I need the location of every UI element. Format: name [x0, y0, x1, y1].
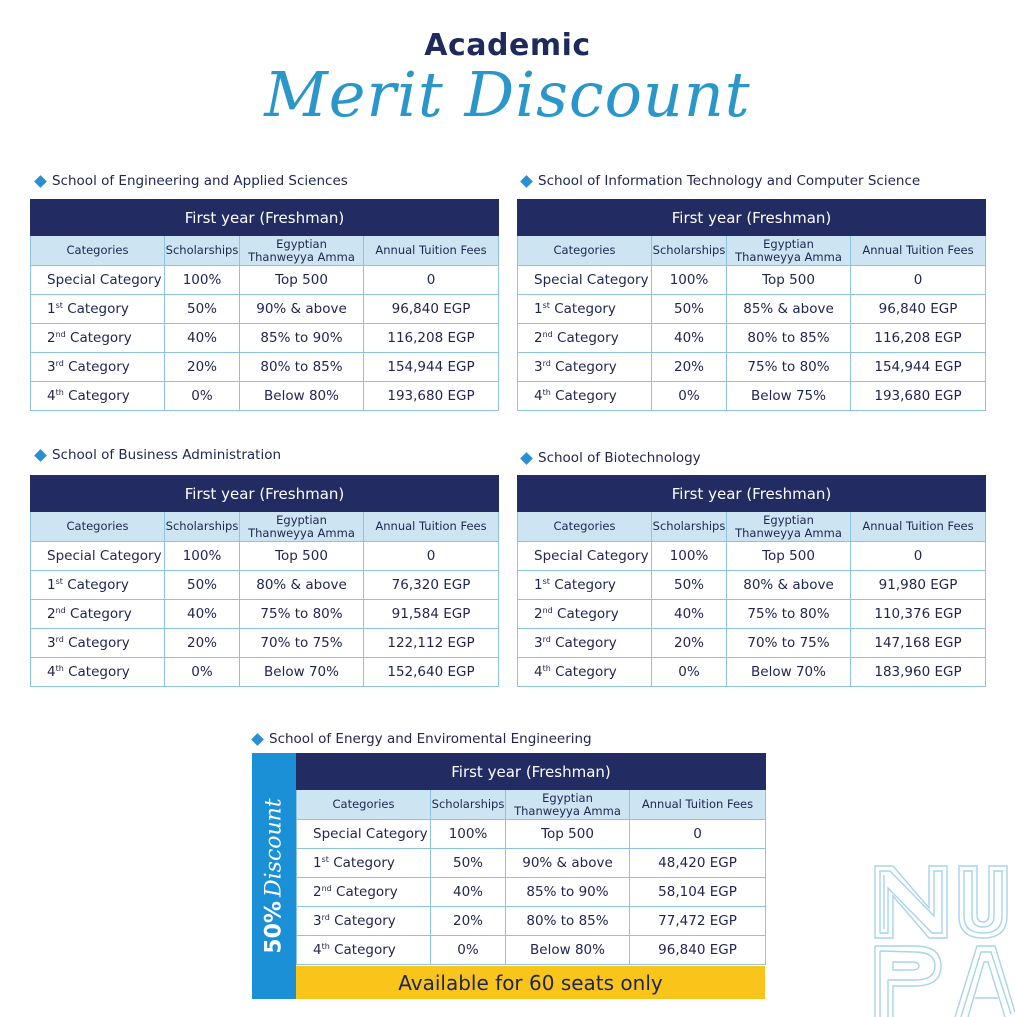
scholarship-cell: 40% [652, 324, 727, 353]
ordinal-suffix: rd [55, 359, 64, 368]
discount-word: Discount [261, 798, 287, 898]
category-label: 4 [47, 388, 56, 404]
diamond-bullet-icon [251, 733, 264, 746]
category-label: 3 [534, 635, 543, 651]
category-label: 4 [313, 942, 322, 958]
scholarship-cell: 50% [431, 849, 506, 878]
column-header-text: Annual Tuition Fees [641, 797, 754, 811]
scholarship-cell: 100% [165, 542, 240, 571]
column-header-text: Scholarships [431, 797, 505, 811]
fees-cell: 147,168 EGP [851, 629, 986, 658]
school-name: School of Information Technology and Computer Science [538, 173, 921, 189]
fees-cell: 77,472 EGP [630, 907, 766, 936]
thanweyya-cell: Top 500 [240, 542, 364, 571]
column-header-text: Egyptian [276, 236, 327, 251]
category-suffix: Category [328, 855, 395, 871]
category-cell [31, 658, 165, 687]
column-header-text: Scholarships [165, 243, 239, 257]
category-cell [518, 324, 652, 353]
ordinal-suffix: nd [542, 606, 553, 615]
fees-cell: 110,376 EGP [851, 600, 986, 629]
fees-cell: 96,840 EGP [630, 936, 766, 965]
ordinal-suffix: nd [321, 884, 332, 893]
category-suffix: Category [549, 301, 616, 317]
category-suffix: Category [63, 388, 130, 404]
table-row [31, 295, 499, 324]
thanweyya-cell: 75% to 80% [727, 353, 851, 382]
category-suffix: Category [65, 330, 132, 346]
ordinal-suffix: th [55, 664, 64, 673]
category-label: 4 [534, 388, 543, 404]
school-label-engineering [33, 173, 348, 189]
table-row [31, 353, 499, 382]
category-label: 3 [534, 359, 543, 375]
category-suffix: Category [552, 606, 619, 622]
table-year-header: First year (Freshman) [518, 476, 986, 512]
table-row [31, 542, 499, 571]
school-name: School of Engineering and Applied Sciences [52, 173, 348, 189]
thanweyya-cell: 80% to 85% [240, 353, 364, 382]
table-row [518, 382, 986, 411]
thanweyya-cell: 85% to 90% [240, 324, 364, 353]
column-header-thanweyya [727, 236, 851, 266]
fees-cell: 96,840 EGP [851, 295, 986, 324]
thanweyya-cell: Below 80% [506, 936, 630, 965]
category-cell [518, 266, 652, 295]
scholarship-cell: 40% [431, 878, 506, 907]
category-suffix: Category [62, 577, 129, 593]
thanweyya-cell: 80% to 85% [727, 324, 851, 353]
category-suffix: Category [550, 664, 617, 680]
category-label: Special Category [47, 272, 162, 288]
scholarship-cell: 0% [165, 382, 240, 411]
category-cell [297, 936, 431, 965]
column-header-categories [31, 236, 165, 266]
scholarship-cell: 50% [165, 571, 240, 600]
column-header-text: Egyptian [276, 512, 327, 527]
category-cell [518, 629, 652, 658]
ordinal-suffix: th [542, 388, 551, 397]
table-row [518, 324, 986, 353]
category-cell [518, 571, 652, 600]
fees-cell: 76,320 EGP [364, 571, 499, 600]
ordinal-suffix: rd [542, 635, 551, 644]
column-header-text: Scholarships [652, 519, 726, 533]
fees-cell: 0 [630, 820, 766, 849]
scholarship-cell: 0% [165, 658, 240, 687]
category-label: 3 [313, 913, 322, 929]
category-cell [518, 295, 652, 324]
fees-cell: 58,104 EGP [630, 878, 766, 907]
column-header-fees [364, 236, 499, 266]
category-label: 2 [313, 884, 322, 900]
scholarship-cell: 20% [652, 629, 727, 658]
table-row [518, 542, 986, 571]
fees-cell: 0 [851, 266, 986, 295]
category-label: Special Category [534, 548, 649, 564]
thanweyya-cell: 80% & above [240, 571, 364, 600]
fees-cell: 116,208 EGP [364, 324, 499, 353]
category-suffix: Category [329, 942, 396, 958]
seats-note-banner: Available for 60 seats only [296, 966, 765, 999]
table-row [31, 629, 499, 658]
table-year-header: First year (Freshman) [297, 754, 766, 790]
column-header-text: Annual Tuition Fees [375, 519, 487, 533]
column-header-text: Categories [553, 243, 616, 257]
scholarship-cell: 40% [165, 324, 240, 353]
category-suffix: Category [331, 884, 398, 900]
category-label: Special Category [313, 826, 428, 842]
column-header-text: Annual Tuition Fees [862, 519, 974, 533]
column-header-text: Annual Tuition Fees [862, 243, 974, 257]
ordinal-suffix: th [542, 664, 551, 673]
category-cell [297, 907, 431, 936]
category-cell [297, 878, 431, 907]
column-header-text: Thanweyya Amma [735, 525, 842, 540]
thanweyya-cell: Below 80% [240, 382, 364, 411]
ordinal-suffix: st [55, 301, 63, 310]
category-label: 2 [47, 606, 56, 622]
school-label-it [519, 173, 920, 189]
table-row [518, 629, 986, 658]
category-label: 1 [47, 301, 56, 317]
table-row [297, 907, 766, 936]
column-header-text: Thanweyya Amma [248, 249, 355, 264]
ordinal-suffix: th [321, 942, 330, 951]
category-cell [297, 820, 431, 849]
category-cell [31, 266, 165, 295]
fees-cell: 91,584 EGP [364, 600, 499, 629]
diamond-bullet-icon [34, 449, 47, 462]
school-name: School of Business Administration [52, 447, 282, 463]
table-row [31, 658, 499, 687]
thanweyya-cell: Top 500 [240, 266, 364, 295]
school-label-business [33, 447, 281, 463]
thanweyya-cell: 70% to 75% [727, 629, 851, 658]
fees-cell: 152,640 EGP [364, 658, 499, 687]
table-year-header: First year (Freshman) [518, 200, 986, 236]
thanweyya-cell: Top 500 [727, 266, 851, 295]
ordinal-suffix: rd [542, 359, 551, 368]
table-row [518, 295, 986, 324]
scholarship-cell: 40% [165, 600, 240, 629]
category-cell [518, 542, 652, 571]
category-suffix: Category [62, 301, 129, 317]
thanweyya-cell: 85% & above [727, 295, 851, 324]
column-header-fees [630, 790, 766, 820]
thanweyya-cell: 70% to 75% [240, 629, 364, 658]
column-header-text: Egyptian [542, 790, 593, 805]
table-year-header: First year (Freshman) [31, 200, 499, 236]
ordinal-suffix: st [542, 301, 550, 310]
scholarship-cell: 0% [652, 382, 727, 411]
tuition-table-business [30, 475, 499, 687]
scholarship-cell: 20% [165, 629, 240, 658]
category-suffix: Category [550, 359, 617, 375]
column-header-thanweyya [240, 236, 364, 266]
column-header-text: Egyptian [763, 512, 814, 527]
category-label: 2 [47, 330, 56, 346]
category-cell [518, 353, 652, 382]
category-label: 4 [47, 664, 56, 680]
category-label: 3 [47, 635, 56, 651]
column-header-text: Scholarships [165, 519, 239, 533]
column-header-categories [518, 512, 652, 542]
ordinal-suffix: rd [55, 635, 64, 644]
column-header-text: Scholarships [652, 243, 726, 257]
school-name: School of Biotechnology [538, 450, 701, 466]
category-suffix: Category [552, 330, 619, 346]
fees-cell: 183,960 EGP [851, 658, 986, 687]
column-header-text: Thanweyya Amma [735, 249, 842, 264]
thanweyya-cell: 85% to 90% [506, 878, 630, 907]
scholarship-cell: 100% [652, 542, 727, 571]
column-header-text: Thanweyya Amma [514, 803, 621, 818]
thanweyya-cell: 75% to 80% [727, 600, 851, 629]
ordinal-suffix: nd [542, 330, 553, 339]
thanweyya-cell: 90% & above [506, 849, 630, 878]
scholarship-cell: 50% [165, 295, 240, 324]
scholarship-cell: 0% [652, 658, 727, 687]
fees-cell: 193,680 EGP [851, 382, 986, 411]
page-title: Academic [424, 28, 591, 63]
school-label-energy [250, 731, 592, 747]
table-row [518, 600, 986, 629]
category-label: 4 [534, 664, 543, 680]
column-header-text: Annual Tuition Fees [375, 243, 487, 257]
category-label: 1 [313, 855, 322, 871]
fees-cell: 154,944 EGP [851, 353, 986, 382]
fees-cell: 122,112 EGP [364, 629, 499, 658]
column-header-fees [364, 512, 499, 542]
category-label: 1 [534, 577, 543, 593]
thanweyya-cell: Top 500 [727, 542, 851, 571]
table-row [31, 324, 499, 353]
column-header-text: Categories [66, 243, 129, 257]
category-cell [518, 382, 652, 411]
category-cell [518, 600, 652, 629]
category-label: 3 [47, 359, 56, 375]
category-label: 2 [534, 606, 543, 622]
diamond-bullet-icon [34, 175, 47, 188]
thanweyya-cell: 80% to 85% [506, 907, 630, 936]
column-header-text: Categories [66, 519, 129, 533]
thanweyya-cell: Below 70% [727, 658, 851, 687]
category-label: 1 [534, 301, 543, 317]
category-cell [31, 629, 165, 658]
ordinal-suffix: st [542, 577, 550, 586]
tuition-table-energy [296, 753, 766, 965]
category-cell [31, 353, 165, 382]
category-cell [31, 542, 165, 571]
column-header-fees [851, 236, 986, 266]
fees-cell: 48,420 EGP [630, 849, 766, 878]
tuition-table-biotech [517, 475, 986, 687]
fees-cell: 0 [851, 542, 986, 571]
thanweyya-cell: Below 70% [240, 658, 364, 687]
table-row [31, 382, 499, 411]
column-header-thanweyya [240, 512, 364, 542]
ordinal-suffix: st [55, 577, 63, 586]
scholarship-cell: 50% [652, 571, 727, 600]
category-suffix: Category [329, 913, 396, 929]
scholarship-cell: 20% [652, 353, 727, 382]
tuition-table-it [517, 199, 986, 411]
fees-cell: 0 [364, 266, 499, 295]
diamond-bullet-icon [520, 452, 533, 465]
fees-cell: 116,208 EGP [851, 324, 986, 353]
column-header-thanweyya [727, 512, 851, 542]
category-label: Special Category [47, 548, 162, 564]
diamond-bullet-icon [520, 175, 533, 188]
thanweyya-cell: Top 500 [506, 820, 630, 849]
category-label: 2 [534, 330, 543, 346]
fees-cell: 193,680 EGP [364, 382, 499, 411]
column-header-fees [851, 512, 986, 542]
table-row [297, 820, 766, 849]
column-header-categories [31, 512, 165, 542]
scholarship-cell: 20% [165, 353, 240, 382]
table-row [297, 878, 766, 907]
school-name: School of Energy and Enviromental Engineering [269, 731, 592, 747]
scholarship-cell: 100% [165, 266, 240, 295]
category-suffix: Category [63, 359, 130, 375]
scholarship-cell: 20% [431, 907, 506, 936]
table-row [297, 849, 766, 878]
thanweyya-cell: 90% & above [240, 295, 364, 324]
scholarship-cell: 0% [431, 936, 506, 965]
category-cell [297, 849, 431, 878]
category-label: Special Category [534, 272, 649, 288]
column-header-text: Categories [553, 519, 616, 533]
category-suffix: Category [65, 606, 132, 622]
category-label: 1 [47, 577, 56, 593]
scholarship-cell: 50% [652, 295, 727, 324]
ordinal-suffix: st [321, 855, 329, 864]
ordinal-suffix: nd [55, 330, 66, 339]
school-label-biotech [519, 450, 701, 466]
thanweyya-cell: 75% to 80% [240, 600, 364, 629]
table-row [518, 266, 986, 295]
column-header-text: Categories [332, 797, 395, 811]
scholarship-cell: 40% [652, 600, 727, 629]
category-cell [31, 295, 165, 324]
category-suffix: Category [63, 664, 130, 680]
column-header-thanweyya [506, 790, 630, 820]
fees-cell: 91,980 EGP [851, 571, 986, 600]
category-cell [31, 571, 165, 600]
category-suffix: Category [549, 577, 616, 593]
scholarship-cell: 100% [431, 820, 506, 849]
thanweyya-cell: Below 75% [727, 382, 851, 411]
column-header-categories [518, 236, 652, 266]
table-row [518, 571, 986, 600]
category-cell [31, 600, 165, 629]
category-cell [518, 658, 652, 687]
table-row [31, 600, 499, 629]
ordinal-suffix: nd [55, 606, 66, 615]
column-header-scholarships [165, 512, 240, 542]
table-row [518, 353, 986, 382]
column-header-scholarships [431, 790, 506, 820]
fees-cell: 96,840 EGP [364, 295, 499, 324]
category-cell [31, 324, 165, 353]
category-suffix: Category [550, 388, 617, 404]
column-header-scholarships [652, 236, 727, 266]
page-subtitle-script: Merit Discount [264, 58, 751, 131]
table-row [518, 658, 986, 687]
fees-cell: 154,944 EGP [364, 353, 499, 382]
nu-logo-outline-icon [871, 862, 1015, 1017]
fees-cell: 0 [364, 542, 499, 571]
table-row [297, 936, 766, 965]
ordinal-suffix: rd [321, 913, 330, 922]
table-row [31, 571, 499, 600]
scholarship-cell: 100% [652, 266, 727, 295]
category-suffix: Category [63, 635, 130, 651]
discount-percent: 50% [261, 901, 287, 954]
tuition-table-engineering [30, 199, 499, 411]
category-cell [31, 382, 165, 411]
table-year-header: First year (Freshman) [31, 476, 499, 512]
column-header-scholarships [165, 236, 240, 266]
column-header-scholarships [652, 512, 727, 542]
column-header-text: Egyptian [763, 236, 814, 251]
discount-vertical-label [262, 798, 287, 953]
table-row [31, 266, 499, 295]
column-header-text: Thanweyya Amma [248, 525, 355, 540]
ordinal-suffix: th [55, 388, 64, 397]
thanweyya-cell: 80% & above [727, 571, 851, 600]
category-suffix: Category [550, 635, 617, 651]
column-header-categories [297, 790, 431, 820]
